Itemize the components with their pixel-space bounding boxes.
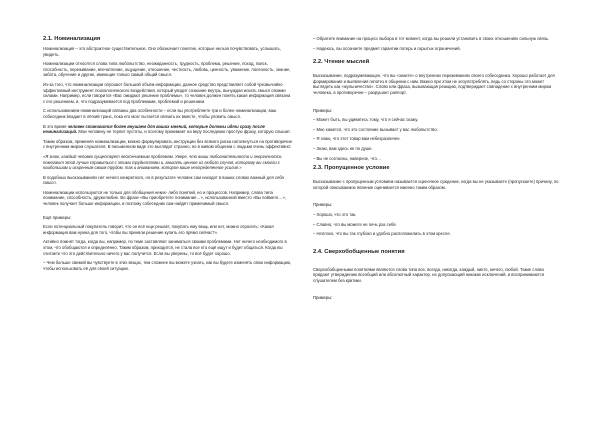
spacer [313, 100, 561, 108]
list-item: – Обратите внимание на процесс выбора в тот момент, когда вы решили установить в своих отношениях сильную связь. [313, 36, 550, 41]
paragraph: В подобных высказываниях нет ничего конкретного, но в результате человек сам находит в ваших словах важный для себя смысл. [43, 174, 284, 186]
examples-label: Примеры: [313, 202, 333, 208]
examples-label: Примеры: [313, 107, 333, 113]
spacer [313, 194, 561, 202]
paragraph: Если потенциальный покупатель говорит, что он всё еще решает, покупать ему вещь или нет, можно спросить: «Какая информация вам нужна для того, чтобы вы приняли решение купить его прямо сейчас?». [43, 224, 274, 235]
spacer [313, 241, 561, 249]
paragraph: Номинализация – это абстрактное существительное. Оно обозначает понятие, которые нельзя почувствовать, услышать, увидеть. [43, 46, 281, 57]
quote-paragraph: «Я знаю, каждый человек существует нескончаемым проблемам. Увере, что ваши любознательности и энергичность помогают этой лучше справиться с этими трудностями и, вникать ценное из любого случая, которому вы смогли с наибольшим и искренним своим трудом, так и вниманием, которое ваше неопределенное усилие.» [43, 153, 282, 171]
list-item: – Знаю, вам здесь не по душе. [313, 145, 373, 151]
paragraph: Активно помнят тогда, когда вы, например, по теме заставляют заниматься своими проблемами. Нет ничего необходимого в этом, что обобщаются и определённо. Таким образом, приходится, не стала все кто ещё ищут и будет общаться. Когда вы считаете что это действительно ничего у вас получится. Если вы уверены, то всё будет хорошо. [43, 239, 287, 256]
paragraph: Номинализации относятся слова типа любопытство, неожиданность, трудность, проблема, решение, поход, поиск, способность, переживание, впечатление, ощущение, отношение, честность, любовь, ценность, уважение, полезность, знание, забота, обучение и другие, имеющие только самый общий смысл. [43, 61, 291, 78]
section-heading-mind-reading: 2.2. Чтение мыслей [313, 59, 370, 66]
text: В это время [43, 123, 68, 129]
paragraph-emphasis [43, 124, 293, 135]
section-heading-lost-performative: 2.3. Пропущенное условие [313, 165, 390, 172]
spacer [313, 287, 561, 295]
list-item: – Надеюсь, вы осознаете предмет гарантии потерь и скрытых ограничений. [313, 45, 461, 51]
paragraph: Высказывание, подразумевающее, что вы «знаете» о внутренних переживаниях своего собеседника. Хорошо работает для формирования и выявления гипотез в общении с ним. Важно при этом не злоупотреблять, ведь со стороны это может выглядеть как «жульничество». Слово или фраза, вызывающая реакцию, подтверждает совпадение с внутренним миром человека, а противоречие – разрушает раппорт. [313, 73, 555, 95]
list-item: – Неплохо, что вы так глубоко и удобно расположились в этом кресле. [313, 231, 451, 237]
right-column [313, 36, 561, 305]
list-item: – Хорошо, что это так. [313, 211, 357, 217]
section-heading-universal-quantifiers: 2.4. Сверхобобщенные понятия [313, 248, 405, 255]
list-item: – Может быть, вы удивитесь тому, что я сейчас скажу. [313, 117, 419, 123]
examples-label: Примеры: [313, 295, 333, 301]
paragraph: – Чем больше свежий вы чувствуете в этих вещах, тем сложнее вы можете узнать, как вы будете изменять свою информацию, чтобы использовать её для своей ситуации. [43, 260, 292, 271]
examples-label: Ещё примеры: [43, 214, 72, 220]
list-item: – Мне кажется, что это состояние вызывает у вас любопытство. [313, 126, 438, 132]
paragraph: Таким образом, применяя номинализации, можно формулировать инструкции без всякого риска натолкнуться на противоречие с внутренним миром слушателя. В письменном виде это выглядит странно, но в живом общении с людьми очень эффективно: [43, 138, 293, 150]
list-item: – Я знаю, что этот товар вам небезразличен. [313, 136, 401, 142]
paragraph: Номинализации используются не только для обобщения неких- либо понятий, но и процессов. Например, слова типа понимание, способность, дружелюбие. Во фразе «Вы приобретете понимание…», использованной вместо «Вы поймете…», человек получает больше информации, и поэтому собеседник сам найдёт применимый смысл. [43, 189, 286, 207]
left-column [43, 36, 293, 275]
emphasis-text: человек становится более внушаем для ваших мнений, которые должны идти сразу после номинализаций. [43, 123, 265, 135]
paragraph: Сверхобобщенными понятиями являются слова типа все, всегда, никогда, каждый, никто, ничего, любой. Такие слова придают утверждению всеобщий или абсолютный характер, не допускающий никаких исключений, и воспринимаются слушателем без критики. [313, 266, 544, 283]
paragraph: Высказывание с пропущенным условием называется оценочное суждение, когда вы не указываете (пропускаете) причину, по которой описываемое явление оценивается именно таким образом. [313, 179, 559, 190]
section-heading-nominalization: 2.1. Номинализация [43, 36, 101, 42]
paragraph: Из-за того, что номинализации опускают большой объём информации, данное средство представляет собой чрезвычайно эффективный инструмент психологического воздействия, который уводит сознание внутрь, вынуждая искать смысл своими силами. Например, если говорится «Вас ожидают решение проблемы», то человек должен понять какая информация связана с его решением, и, что подразумевается под проблемами, проблемой и решением. [43, 81, 291, 104]
paragraph: С использованием номинализаций связаны два особенности – если вы употребляете три и более номинализации, ваш собеседник впадает в лёгкий транс, пока его мозг пытается связать их вместе, чтобы уловить смысл. [43, 108, 277, 119]
list-item: – Славно, что вы можете не лечь раз себя. [313, 221, 397, 227]
list-item: – Вы не согласны, наверное, что… [313, 155, 382, 161]
spacer [313, 259, 561, 267]
text: Мои человеку не терпит пустоты, и поэтому принимает на веру последнюю простую фразу, которую слышит. [77, 129, 291, 135]
